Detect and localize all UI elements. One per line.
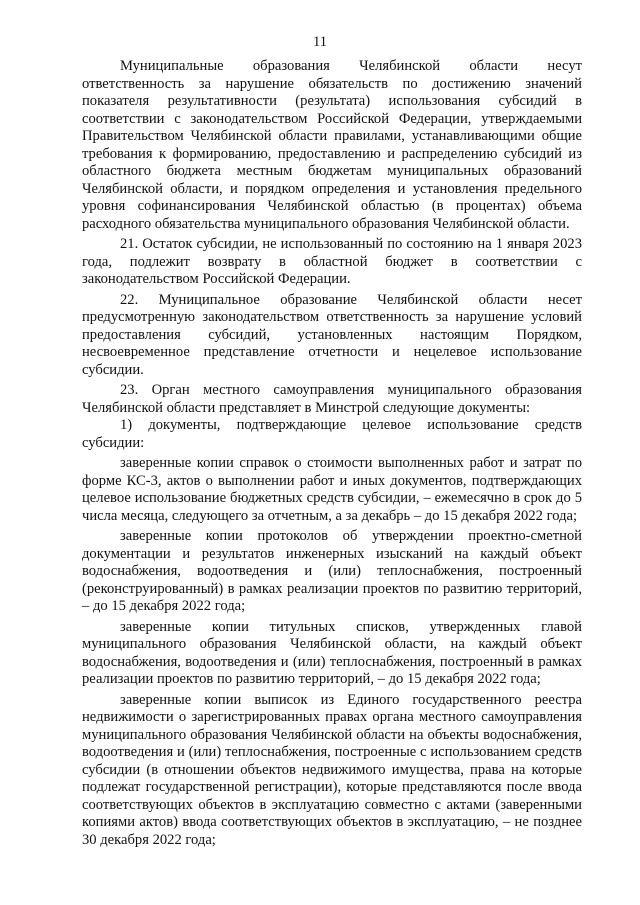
paragraph-23-item-1: 1) документы, подтверждающие целевое использование средств субсидии: (82, 417, 582, 451)
paragraph-protocol-copies: заверенные копии протоколов об утверждении проектно-сметной документации и результатов инженерных изысканий на каждый объект водоснабжения, водоотведения и (или) теплоснабжения, построенный (реконструированный) в рамках реализации проектов по развитию территорий, – до 15 декабря 2022 года; (82, 528, 582, 614)
document-body (82, 58, 582, 849)
paragraph-title-list-copies: заверенные копии титульных списков, утвержденных главой муниципального образования Челябинской области, на каждый объект водоснабжения, водоотведения и (или) теплоснабжения, построенный в рамках реализации проектов по развитию территорий, – до 15 декабря 2022 года; (82, 618, 582, 687)
paragraph-21: 21. Остаток субсидии, не использованный по состоянию на 1 января 2023 года, подлежит возврату в областной бюджет в соответствии с законодательством Российской Федерации. (82, 236, 582, 287)
paragraph-23: 23. Орган местного самоуправления муниципального образования Челябинской области представляет в Минстрой следующие документы: (82, 382, 582, 416)
paragraph-egrn-extract-copies: заверенные копии выписок из Единого государственного реестра недвижимости о зарегистрированных правах органа местного самоуправления муниципального образования Челябинской области на объекты водоснабжения, водоотведения и (или) теплоснабжения, построенные с использованием средств субсидии (в отношении объектов недвижимого имущества, права на которые подлежат государственной регистрации), которые представляются после ввода соответствующих объектов в эксплуатацию совместно с актами (заверенными копиями актов) ввода соответствующих объектов в эксплуатацию, – не позднее 30 декабря 2022 года; (82, 691, 582, 848)
paragraph-22: 22. Муниципальное образование Челябинской области несет предусмотренную законодательством ответственность за нарушение условий предоставления субсидий, установленных настоящим Порядком, несвоевременное представление отчетности и нецелевое использование субсидии. (82, 291, 582, 378)
page-number: 11 (313, 34, 327, 50)
paragraph-responsibility: Муниципальные образования Челябинской области несут ответственность за нарушение обязательств по достижению значений показателя результативности (результата) использования субсидий в соответствии с законодательством Российской Федерации, утверждаемыми Правительством Челябинской области правилами, устанавливающими общие требования к формированию, предоставлению и распределению субсидий из областного бюджета местным бюджетам муниципальных образований Челябинской области, и порядком определения и установления предельного уровня софинансирования Челябинской областью (в процентах) объема расходного обязательства муниципального образования Челябинской области. (82, 58, 582, 232)
paragraph-ks3-copies: заверенные копии справок о стоимости выполненных работ и затрат по форме КС-3, актов о выполнении работ и иных документов, подтверждающих целевое использование бюджетных средств субсидии, – ежемесячно в срок до 5 числа месяца, следующего за отчетным, а за декабрь – до 15 декабря 2022 года; (82, 455, 582, 524)
